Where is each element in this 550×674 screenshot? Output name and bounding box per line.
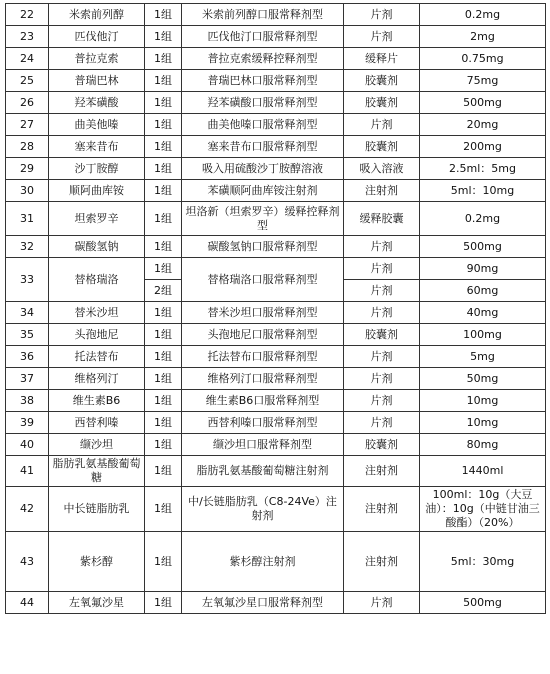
row-number: 26 (6, 92, 49, 114)
drug-name: 左氧氟沙星 (49, 592, 145, 614)
dose-cell: 500mg (420, 236, 546, 258)
dosage-form-spec: 坦洛新（坦索罗辛）缓释控释剂型 (182, 202, 344, 236)
group-cell: 1组 (145, 368, 182, 390)
group-cell: 1组 (145, 48, 182, 70)
row-number: 35 (6, 324, 49, 346)
row-number: 27 (6, 114, 49, 136)
dose-cell: 50mg (420, 368, 546, 390)
form-cell: 片剂 (344, 236, 420, 258)
table-row (6, 532, 546, 592)
drug-name: 缬沙坦 (49, 434, 145, 456)
group-cell: 1组 (145, 136, 182, 158)
drug-name: 中长链脂肪乳 (49, 487, 145, 532)
dosage-form-spec: 西替利嗪口服常释剂型 (182, 412, 344, 434)
row-number: 34 (6, 302, 49, 324)
table-row (6, 412, 546, 434)
drug-name: 头孢地尼 (49, 324, 145, 346)
dosage-form-spec: 碳酸氢钠口服常释剂型 (182, 236, 344, 258)
form-cell: 吸入溶液 (344, 158, 420, 180)
table-row (6, 434, 546, 456)
group-cell: 1组 (145, 158, 182, 180)
dose-cell: 0.75mg (420, 48, 546, 70)
dose-cell: 80mg (420, 434, 546, 456)
row-number: 31 (6, 202, 49, 236)
row-number: 29 (6, 158, 49, 180)
table-row (6, 258, 546, 280)
group-cell: 1组 (145, 180, 182, 202)
dose-cell: 75mg (420, 70, 546, 92)
dosage-form-spec: 左氧氟沙星口服常释剂型 (182, 592, 344, 614)
table-row (6, 236, 546, 258)
form-cell: 片剂 (344, 114, 420, 136)
form-cell: 胶囊剂 (344, 92, 420, 114)
form-cell: 胶囊剂 (344, 434, 420, 456)
dose-cell: 5mg (420, 346, 546, 368)
row-number: 38 (6, 390, 49, 412)
table-row (6, 346, 546, 368)
dosage-form-spec: 曲美他嗪口服常释剂型 (182, 114, 344, 136)
dosage-form-spec: 维格列汀口服常释剂型 (182, 368, 344, 390)
table-row (6, 324, 546, 346)
drug-name: 普瑞巴林 (49, 70, 145, 92)
dose-cell: 2mg (420, 26, 546, 48)
row-number: 42 (6, 487, 49, 532)
dosage-form-spec: 紫杉醇注射剂 (182, 532, 344, 592)
dosage-form-spec: 中/长链脂肪乳（C8-24Ve）注射剂 (182, 487, 344, 532)
dosage-form-spec: 塞来昔布口服常释剂型 (182, 136, 344, 158)
dose-cell: 10mg (420, 390, 546, 412)
drug-table-body (6, 4, 546, 614)
group-cell: 1组 (145, 532, 182, 592)
dose-cell: 40mg (420, 302, 546, 324)
row-number: 33 (6, 258, 49, 302)
row-number: 44 (6, 592, 49, 614)
dose-cell: 0.2mg (420, 202, 546, 236)
table-row (6, 92, 546, 114)
dosage-form-spec: 替格瑞洛口服常释剂型 (182, 258, 344, 302)
row-number: 43 (6, 532, 49, 592)
drug-name: 维生素B6 (49, 390, 145, 412)
form-cell: 片剂 (344, 592, 420, 614)
form-cell: 片剂 (344, 368, 420, 390)
dose-cell: 0.2mg (420, 4, 546, 26)
dosage-form-spec: 托法替布口服常释剂型 (182, 346, 344, 368)
table-row (6, 592, 546, 614)
table-row (6, 4, 546, 26)
drug-name: 维格列汀 (49, 368, 145, 390)
dose-cell: 100ml：10g（大豆油）：10g（中链甘油三酸酯）（20%） (420, 487, 546, 532)
row-number: 40 (6, 434, 49, 456)
dosage-form-spec: 匹伐他汀口服常释剂型 (182, 26, 344, 48)
table-row (6, 368, 546, 390)
dosage-form-spec: 头孢地尼口服常释剂型 (182, 324, 344, 346)
dose-cell: 500mg (420, 592, 546, 614)
dose-cell: 2.5ml：5mg (420, 158, 546, 180)
row-number: 25 (6, 70, 49, 92)
table-row (6, 26, 546, 48)
drug-name: 匹伐他汀 (49, 26, 145, 48)
form-cell: 片剂 (344, 258, 420, 280)
form-cell: 胶囊剂 (344, 136, 420, 158)
dose-cell: 5ml：30mg (420, 532, 546, 592)
group-cell: 1组 (145, 412, 182, 434)
dose-cell: 1440ml (420, 456, 546, 487)
group-cell: 1组 (145, 456, 182, 487)
form-cell: 片剂 (344, 390, 420, 412)
row-number: 36 (6, 346, 49, 368)
row-number: 24 (6, 48, 49, 70)
form-cell: 胶囊剂 (344, 324, 420, 346)
drug-name: 顺阿曲库铵 (49, 180, 145, 202)
group-cell: 1组 (145, 4, 182, 26)
row-number: 41 (6, 456, 49, 487)
table-row (6, 456, 546, 487)
group-cell: 1组 (145, 434, 182, 456)
group-cell: 1组 (145, 346, 182, 368)
group-cell: 1组 (145, 592, 182, 614)
table-row (6, 180, 546, 202)
table-row (6, 48, 546, 70)
form-cell: 片剂 (344, 302, 420, 324)
dose-cell: 200mg (420, 136, 546, 158)
group-cell: 1组 (145, 324, 182, 346)
drug-name: 沙丁胺醇 (49, 158, 145, 180)
group-cell: 1组 (145, 390, 182, 412)
dose-cell: 100mg (420, 324, 546, 346)
drug-name: 坦索罗辛 (49, 202, 145, 236)
drug-table (5, 3, 546, 614)
form-cell: 片剂 (344, 26, 420, 48)
form-cell: 注射剂 (344, 532, 420, 592)
dosage-form-spec: 米索前列醇口服常释剂型 (182, 4, 344, 26)
form-cell: 片剂 (344, 280, 420, 302)
dosage-form-spec: 缬沙坦口服常释剂型 (182, 434, 344, 456)
dose-cell: 5ml：10mg (420, 180, 546, 202)
dose-cell: 60mg (420, 280, 546, 302)
group-cell: 1组 (145, 202, 182, 236)
row-number: 37 (6, 368, 49, 390)
form-cell: 缓释胶囊 (344, 202, 420, 236)
table-row (6, 158, 546, 180)
table-row (6, 487, 546, 532)
dose-cell: 10mg (420, 412, 546, 434)
dosage-form-spec: 维生素B6口服常释剂型 (182, 390, 344, 412)
table-row (6, 70, 546, 92)
group-cell: 1组 (145, 26, 182, 48)
drug-name: 脂肪乳氨基酸葡萄糖 (49, 456, 145, 487)
row-number: 39 (6, 412, 49, 434)
form-cell: 注射剂 (344, 180, 420, 202)
dose-cell: 20mg (420, 114, 546, 136)
drug-name: 托法替布 (49, 346, 145, 368)
group-cell: 2组 (145, 280, 182, 302)
dosage-form-spec: 替米沙坦口服常释剂型 (182, 302, 344, 324)
row-number: 32 (6, 236, 49, 258)
form-cell: 片剂 (344, 412, 420, 434)
drug-name: 替格瑞洛 (49, 258, 145, 302)
row-number: 30 (6, 180, 49, 202)
drug-name: 米索前列醇 (49, 4, 145, 26)
form-cell: 胶囊剂 (344, 70, 420, 92)
drug-name: 曲美他嗪 (49, 114, 145, 136)
group-cell: 1组 (145, 92, 182, 114)
form-cell: 注射剂 (344, 487, 420, 532)
drug-name: 西替利嗪 (49, 412, 145, 434)
row-number: 22 (6, 4, 49, 26)
drug-name: 碳酸氢钠 (49, 236, 145, 258)
dosage-form-spec: 普拉克索缓释控释剂型 (182, 48, 344, 70)
table-row (6, 302, 546, 324)
drug-name: 替米沙坦 (49, 302, 145, 324)
dosage-form-spec: 普瑞巴林口服常释剂型 (182, 70, 344, 92)
table-row (6, 202, 546, 236)
group-cell: 1组 (145, 258, 182, 280)
group-cell: 1组 (145, 70, 182, 92)
group-cell: 1组 (145, 236, 182, 258)
group-cell: 1组 (145, 302, 182, 324)
form-cell: 片剂 (344, 4, 420, 26)
dose-cell: 90mg (420, 258, 546, 280)
row-number: 23 (6, 26, 49, 48)
form-cell: 注射剂 (344, 456, 420, 487)
table-row (6, 114, 546, 136)
dosage-form-spec: 脂肪乳氨基酸葡萄糖注射剂 (182, 456, 344, 487)
drug-name: 塞来昔布 (49, 136, 145, 158)
group-cell: 1组 (145, 114, 182, 136)
table-row (6, 390, 546, 412)
dose-cell: 500mg (420, 92, 546, 114)
group-cell: 1组 (145, 487, 182, 532)
table-row (6, 136, 546, 158)
row-number: 28 (6, 136, 49, 158)
form-cell: 片剂 (344, 346, 420, 368)
drug-name: 紫杉醇 (49, 532, 145, 592)
form-cell: 缓释片 (344, 48, 420, 70)
dosage-form-spec: 苯磺顺阿曲库铵注射剂 (182, 180, 344, 202)
drug-name: 羟苯磺酸 (49, 92, 145, 114)
drug-name: 普拉克索 (49, 48, 145, 70)
dosage-form-spec: 吸入用硫酸沙丁胺醇溶液 (182, 158, 344, 180)
dosage-form-spec: 羟苯磺酸口服常释剂型 (182, 92, 344, 114)
